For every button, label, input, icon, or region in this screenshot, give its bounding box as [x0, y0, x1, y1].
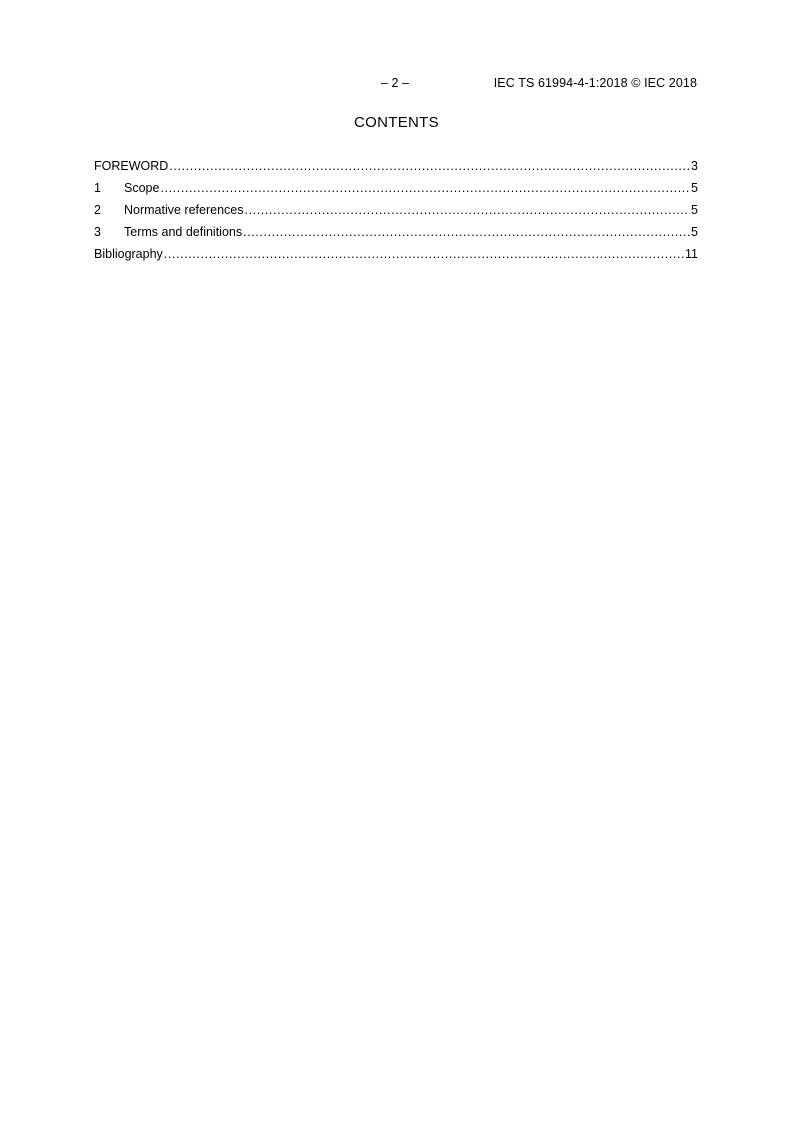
toc-entry-page: 5 — [691, 181, 698, 195]
toc-entry-page: 5 — [691, 203, 698, 217]
document-reference: IEC TS 61994-4-1:2018 © IEC 2018 — [493, 76, 697, 90]
toc-leader-dots — [245, 202, 691, 218]
toc-entry-label: Terms and definitions — [124, 225, 243, 239]
toc-entry-number: 3 — [94, 225, 101, 239]
toc-leader-dots — [243, 224, 690, 240]
toc-leader-dots — [160, 180, 690, 196]
page-number: – 2 – — [380, 76, 410, 90]
toc-entry-bibliography[interactable] — [94, 246, 698, 268]
toc-leader-dots — [164, 246, 684, 262]
toc-entry-number: 2 — [94, 203, 101, 217]
toc-entry-scope[interactable] — [94, 180, 698, 202]
toc-leader-dots — [169, 158, 690, 174]
toc-entry-label: Normative references — [124, 203, 244, 217]
toc-entry-page: 11 — [685, 247, 698, 261]
toc-entry-label: Bibliography — [94, 247, 163, 261]
page-header — [0, 76, 793, 92]
toc-entry-foreword[interactable] — [94, 158, 698, 180]
contents-title: CONTENTS — [354, 114, 439, 131]
toc-entry-page: 5 — [691, 225, 698, 239]
toc-entry-label: FOREWORD — [94, 159, 169, 173]
toc-entry-label: Scope — [124, 181, 160, 195]
toc-entry-normative-references[interactable] — [94, 202, 698, 224]
table-of-contents — [94, 158, 698, 268]
toc-entry-number: 1 — [94, 181, 101, 195]
toc-entry-page: 3 — [691, 159, 698, 173]
toc-entry-terms-and-definitions[interactable] — [94, 224, 698, 246]
